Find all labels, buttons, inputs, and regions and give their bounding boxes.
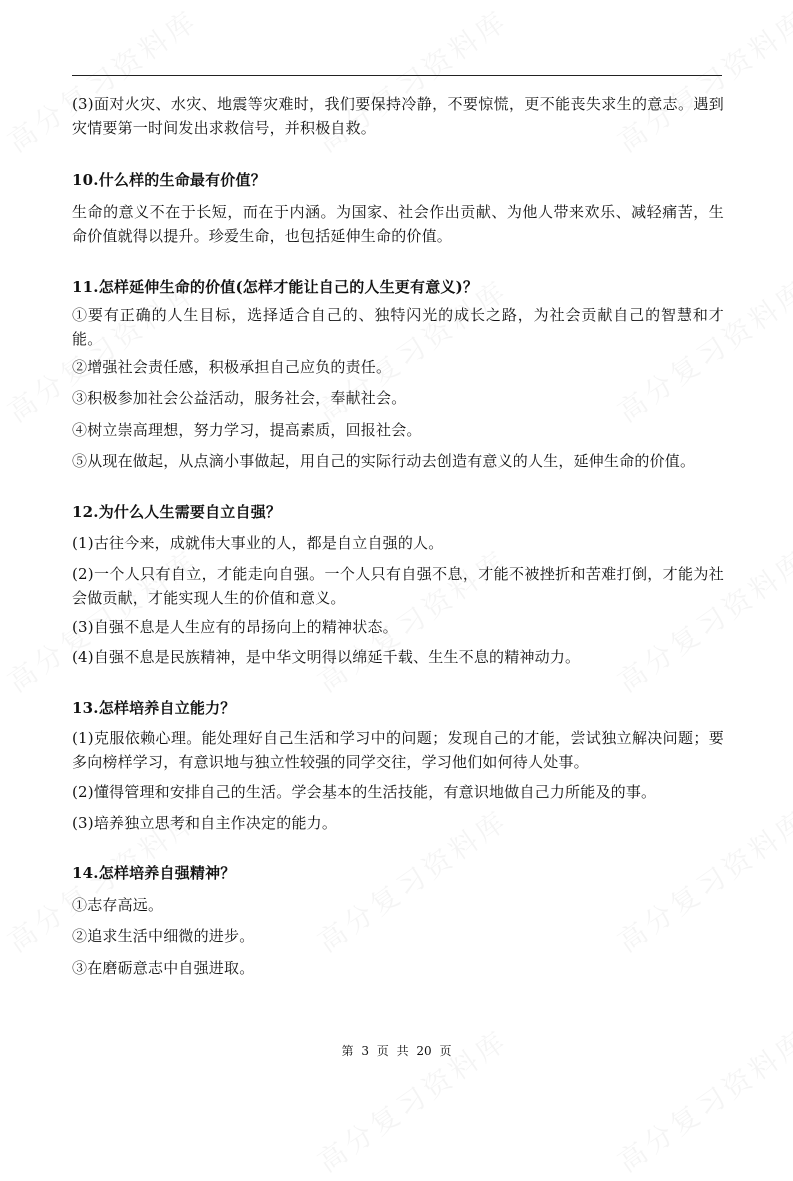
answer-item: (1)克服依赖心理。能处理好自己生活和学习中的问题；发现自己的才能，尝试独立解决问题；要多向榜样学习，有意识地与独立性较强的同学交往，学习他们如何待人处事。	[72, 729, 724, 771]
answer-item: (1)古往今来，成就伟大事业的人，都是自立自强的人。	[72, 534, 444, 552]
section-heading: 11.怎样延伸生命的价值(怎样才能让自己的人生更有意义)？	[72, 278, 479, 296]
answer-item: ③在磨砺意志中自强进取。	[72, 959, 255, 977]
answer-item: (2)一个人只有自立，才能走向自强。一个人只有自强不息，才能不被挫折和苦难打倒，才能为社会做贡献，才能实现人生的价值和意义。	[72, 565, 724, 607]
answer-item: (4)自强不息是民族精神，是中华文明得以绵延千载、生生不息的精神动力。	[72, 648, 581, 666]
header-rule	[72, 75, 722, 76]
section-heading: 12.为什么人生需要自立自强？	[72, 503, 282, 521]
answer-item: ⑤从现在做起，从点滴小事做起，用自己的实际行动去创造有意义的人生，延伸生命的价值。	[72, 452, 696, 470]
answer-item: ④树立崇高理想，努力学习，提高素质，回报社会。	[72, 421, 422, 439]
answer-item: (3)自强不息是人生应有的昂扬向上的精神状态。	[72, 618, 398, 636]
section-heading: 13.怎样培养自立能力？	[72, 699, 236, 717]
page-footer: 第 3 页 共 20 页	[341, 1044, 452, 1058]
section-heading: 14.怎样培养自强精神？	[72, 864, 236, 882]
answer-item: ②增强社会责任感，积极承担自己应负的责任。	[72, 358, 392, 376]
answer-item: ③积极参加社会公益活动，服务社会，奉献社会。	[72, 389, 407, 407]
answer-item: (2)懂得管理和安排自己的生活。学会基本的生活技能，有意识地做自己力所能及的事。	[72, 783, 657, 801]
answer-item: ①要有正确的人生目标，选择适合自己的、独特闪光的成长之路，为社会贡献自己的智慧和才能。	[72, 306, 724, 348]
answer-item: ①志存高远。	[72, 896, 164, 914]
answer-item: 生命的意义不在于长短，而在于内涵。为国家、社会作出贡献、为他人带来欢乐、减轻痛苦，生命价值就得以提升。珍爱生命，也包括延伸生命的价值。	[72, 203, 724, 245]
answer-item: (3)培养独立思考和自主作决定的能力。	[72, 814, 338, 832]
section-heading: 10.什么样的生命最有价值？	[72, 171, 266, 189]
answer-item: ②追求生活中细微的进步。	[72, 927, 255, 945]
intro-paragraph: (3)面对火灾、水灾、地震等灾难时，我们要保持冷静，不要惊慌，更不能丧失求生的意志。遇到灾情要第一时间发出求救信号，并积极自救。	[72, 95, 724, 137]
